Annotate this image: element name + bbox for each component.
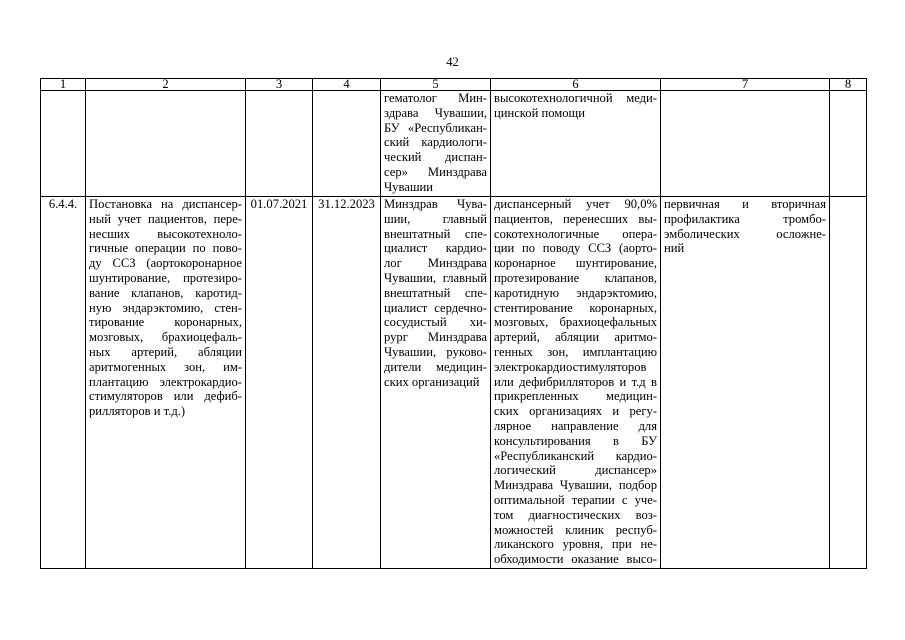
text-line: гематолог Мин-	[384, 91, 487, 105]
cell-text	[384, 197, 487, 389]
text-line: мозговых, брахиоцефальных	[494, 315, 657, 330]
text-line: обходимости оказание высо-	[494, 552, 657, 567]
text-line: рилляторов и т.д.)	[89, 404, 186, 419]
table-row-continuation	[41, 91, 867, 197]
text-line: Чувашии, главный	[384, 270, 487, 285]
text-line: Минздрава Чувашии, подбор	[494, 478, 657, 493]
row1-col4-cell	[313, 91, 381, 197]
text-line: электрокардиостимуляторов	[494, 359, 647, 374]
text-line: Минздрав Чува-	[384, 197, 487, 211]
text-line: ликанского уровня, при не-	[494, 537, 657, 552]
end-date-cell	[313, 197, 381, 569]
text-line: высокотехнологичной меди-	[494, 91, 657, 105]
text-line: шунтирование, протезиро-	[89, 270, 242, 285]
text-line: 01.07.2021	[250, 197, 308, 211]
text-line: ную эндарэктомию, стен-	[89, 300, 242, 315]
text-line: сокотехнологичные опера-	[494, 226, 657, 241]
column-number-4: 4	[313, 79, 381, 91]
text-line: Постановка на диспансер-	[89, 197, 242, 211]
text-line: оптимальной терапии с уче-	[494, 492, 657, 507]
text-line: плантацию электрокардио-	[89, 374, 242, 389]
cell-text	[384, 91, 487, 195]
text-line: внештатный спе-	[384, 226, 487, 241]
result-description-cell	[491, 197, 661, 569]
cell-text	[316, 197, 377, 212]
text-line: ных артерий, абляции	[89, 344, 242, 359]
text-line: профилактика тромбо-	[664, 211, 826, 226]
row2-col7-cell	[661, 197, 830, 569]
table-row-6-4-4	[41, 197, 867, 569]
cell-text	[249, 197, 309, 212]
column-number-5: 5	[381, 79, 491, 91]
row1-col5-cell	[381, 91, 491, 197]
text-line: лог Минздрава	[384, 256, 487, 271]
text-line: мозговых, брахиоцефаль-	[89, 330, 242, 345]
cell-text	[494, 91, 657, 121]
cell-text	[494, 197, 657, 567]
text-line: циалист кардио-	[384, 241, 487, 256]
text-line: артерий, абляции аритмо-	[494, 330, 657, 345]
text-line: БУ «Республикан-	[384, 120, 487, 135]
text-line: ских организаций	[384, 374, 480, 389]
responsible-cell	[381, 197, 491, 569]
text-line: коронарное шунтирование,	[494, 256, 657, 271]
text-line: несших высокотехноло-	[89, 226, 242, 241]
column-number-6: 6	[491, 79, 661, 91]
page-number: 42	[446, 55, 459, 69]
row2-col8-cell	[830, 197, 867, 569]
text-line: цинской помощи	[494, 105, 585, 120]
cell-text	[44, 197, 82, 212]
text-line: лярное направление для	[494, 418, 657, 433]
column-number-7: 7	[661, 79, 830, 91]
text-line: ции по поводу ССЗ (аорто-	[494, 241, 657, 256]
text-line: первичная и вторичная	[664, 197, 826, 211]
text-line: 6.4.4.	[48, 197, 78, 211]
text-line: дители медицин-	[384, 359, 487, 374]
text-line: стимуляторов или дефиб-	[89, 389, 242, 404]
text-line: внештатный спе-	[384, 285, 487, 300]
text-line: том диагностических воз-	[494, 507, 657, 522]
row1-col3-cell	[246, 91, 313, 197]
text-line: прикрепленных медицин-	[494, 389, 657, 404]
text-line: Чувашии, руково-	[384, 344, 487, 359]
text-line: стентирование коронарных,	[494, 300, 657, 315]
text-line: генных зон, имплантацию	[494, 344, 657, 359]
text-line: можностей клиник респуб-	[494, 522, 657, 537]
column-number-3: 3	[246, 79, 313, 91]
cell-text	[89, 197, 242, 419]
text-line: тирование коронарных,	[89, 315, 242, 330]
start-date-cell	[246, 197, 313, 569]
row1-col1-cell	[41, 91, 86, 197]
text-line: 31.12.2023	[318, 197, 375, 211]
row1-col7-cell	[661, 91, 830, 197]
text-line: циалист сердечно-	[384, 300, 487, 315]
text-line: диспансерный учет 90,0%	[494, 197, 657, 211]
table-header-row	[41, 79, 867, 91]
text-line: шии, главный	[384, 211, 487, 226]
text-line: Чувашии	[384, 179, 434, 194]
text-line: гичные операции по пово-	[89, 241, 242, 256]
row1-col6-cell	[491, 91, 661, 197]
cell-text	[664, 197, 826, 256]
text-line: сер» Минздрава	[384, 164, 487, 179]
text-line: каротидную эндарэктомию,	[494, 285, 657, 300]
text-line: аритмогенных зон, им-	[89, 359, 242, 374]
text-line: сосудистый хи-	[384, 315, 487, 330]
column-number-1: 1	[41, 79, 86, 91]
text-line: ческий диспан-	[384, 150, 487, 165]
text-line: логический диспансер»	[494, 463, 657, 478]
text-line: ний	[664, 241, 685, 256]
text-line: пациентов, перенесших вы-	[494, 211, 657, 226]
item-number-cell	[41, 197, 86, 569]
text-line: протезирование клапанов,	[494, 270, 657, 285]
text-line: ный учет пациентов, пере-	[89, 211, 242, 226]
column-number-2: 2	[86, 79, 246, 91]
measure-description-cell	[86, 197, 246, 569]
column-number-8: 8	[830, 79, 867, 91]
text-line: вание клапанов, каротид-	[89, 285, 242, 300]
text-line: «Республиканский кардио-	[494, 448, 657, 463]
row1-col2-cell	[86, 91, 246, 197]
text-line: ский кардиологи-	[384, 135, 487, 150]
text-line: эмболических осложне-	[664, 226, 826, 241]
text-line: здрава Чувашии,	[384, 105, 487, 120]
text-line: или дефибрилляторов и т.д в	[494, 374, 657, 389]
text-line: рург Минздрава	[384, 330, 487, 345]
row1-col8-cell	[830, 91, 867, 197]
text-line: ду ССЗ (аортокоронарное	[89, 256, 242, 271]
text-line: ских организациях и регу-	[494, 404, 657, 419]
document-table	[40, 78, 867, 569]
text-line: консультирования в БУ	[494, 433, 657, 448]
